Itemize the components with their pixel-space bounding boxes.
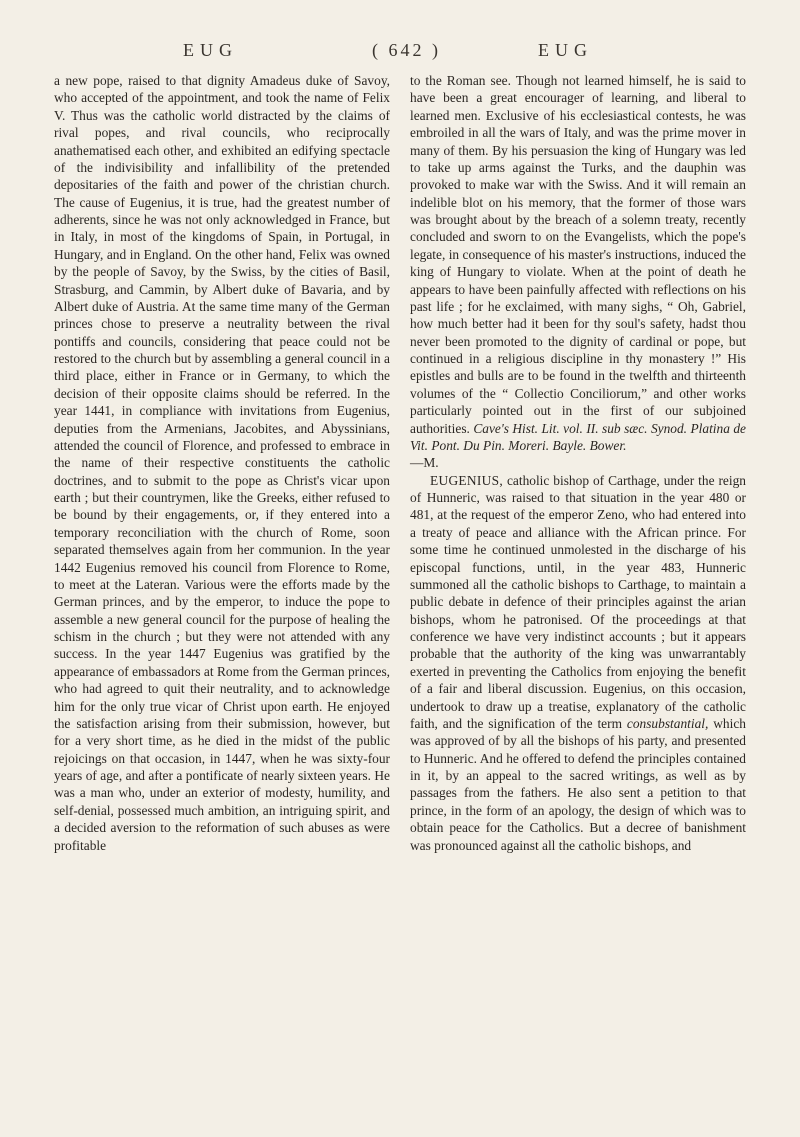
entry-term: consubstantial, xyxy=(626,715,709,731)
right-column xyxy=(410,72,746,854)
page-number: ( 642 ) xyxy=(372,40,441,60)
entry-text: catholic bishop of Carthage, under the reign of Hunneric, was raised to that situation in the year 480 or 481, at the request of the emperor Zeno, who had entered into a treaty of peace and alliance with the African prince. For some time he continued unmolested in the discharge of his episcopal functions, until, in the year 483, Hunneric summoned all the catholic bishops to Carthage, to maintain a public debate in defence of their principles against the arian bishops, whom he patronised. Of the proceedings at that conference we have very indistinct accounts ; but it appears probable that the authority of the king was unwarrantably exerted in preventing the Catholics from enjoying the benefit of a fair and liberal discussion. Eugenius, on this occasion, undertook to draw up a treatise, explanatory of the catholic faith, and the signification of the term xyxy=(410,472,746,731)
right-paragraph-1 xyxy=(410,72,746,454)
entry-eugenius-carthage xyxy=(410,472,746,854)
running-header xyxy=(0,40,800,66)
citations: Cave's Hist. Lit. vol. II. sub sæc. Synod. Platina de Vit. Pont. Du Pin. Moreri. Bayle. Bower. xyxy=(410,420,746,453)
left-column-text: a new pope, raised to that dignity Amadeus duke of Savoy, who accepted of the appointment, and took the name of Felix V. Thus was the catholic world distracted by the claims of rival popes, and rival councils, who reciprocally anathematised each other, and exhibited an edifying spectacle of the indivisibility and infallibility of the pretended depositaries of the faith and power of the christian church. The cause of Eugenius, it is true, had the greatest number of adherents, since he was not only acknowledged in France, but in Italy, in most of the kingdoms of Spain, in Portugal, in Hungary, and in England. On the other hand, Felix was owned by the people of Savoy, by the Swiss, by the cities of Basil, Strasburg, and Cammin, by Albert duke of Bavaria, and by Albert duke of Austria. At the same time many of the German princes chose to preserve a neutrality between the rival pontiffs and councils, considering that peace could not be restored to the church but by assembling a general council in a third place, either in France or in Germany, to which the decision of their opposite claims should be referred. In the year 1441, in compliance with invitations from Eugenius, deputies from the Armenians, Jacobites, and Abyssinians, attended the council of Florence, and professed to embrace in the name of their respective constituents the catholic doctrines, and to submit to the pope as Christ's vicar upon earth ; but their countrymen, like the Greeks, either refused to be bound by their engagements, or, if they entered into a temporary reconciliation with the church of Rome, soon separated themselves again from her communion. In the year 1442 Eugenius removed his council from Florence to Rome, to meet at the Lateran. Various were the efforts made by the German princes, and by the emperor, to induce the pope to assemble a new general council for the purpose of healing the schism in the church ; but they were not attended with any success. In the year 1447 Eugenius was gratified by the appearance of embassadors at Rome from the German princes, who had agreed to quit their neutrality, and to acknowledge him for the only true vicar of Christ upon earth. He enjoyed the satisfaction arising from their submission, however, but for a very short time, as he died in the midst of the public rejoicings on that occasion, in 1447, when he was sixty-four years of age, and after a pontificate of nearly sixteen years. He was a man who, under an exterior of modesty, humility, and self-denial, possessed much ambition, an intriguing spirit, and a decided aversion to the reformation of such abuses as were profitable xyxy=(54,73,390,853)
entry-heading: EUGENIUS, xyxy=(430,472,503,488)
entry-text-cont: which was approved of by all the bishops of his party, and presented to Hunneric. And he offered to defend the principles contained in it, by an appeal to the sacred writings, as well as by passages from the fathers. He also sent a petition to that prince, in the form of an apology, the design of which was to obtain peace for the Catholics. But a decree of banishment was pronounced against all the catholic bishops, and xyxy=(410,715,746,853)
header-right: EUG xyxy=(538,40,593,60)
left-column xyxy=(54,72,390,854)
header-left: EUG xyxy=(183,40,238,60)
right-paragraph-1-text: to the Roman see. Though not learned himself, he is said to have been a great encourager of learning, and liberal to learned men. Exclusive of his ecclesiastical contests, he was embroiled in all the wars of Italy, and was the prime mover in many of them. By his persuasion the king of Hungary was led to take up arms against the Turks, and the dauphin was provoked to make war with the Swiss. And it will remain an indelible blot on his memory, that the former of those wars was brought about by the breach of a solemn treaty, recently concluded and sworn to on the Evangelists, which the pope's legate, in consequence of his master's instructions, induced the king of Hungary to violate. When at the point of death he appears to have been painfully affected with reflections on his past life ; for he exclaimed, with many sighs, “ Oh, Gabriel, how much better had it been for thy soul's safety, hadst thou never been promoted to the dignity of cardinal or pope, but continued in a religious discipline in thy monastery !” His epistles and bulls are to be found in the twelfth and thirteenth volumes of the “ Collectio Conciliorum,” and other works particularly pointed out in the first of our subjoined authorities. xyxy=(410,73,746,436)
signature: —M. xyxy=(410,455,439,471)
